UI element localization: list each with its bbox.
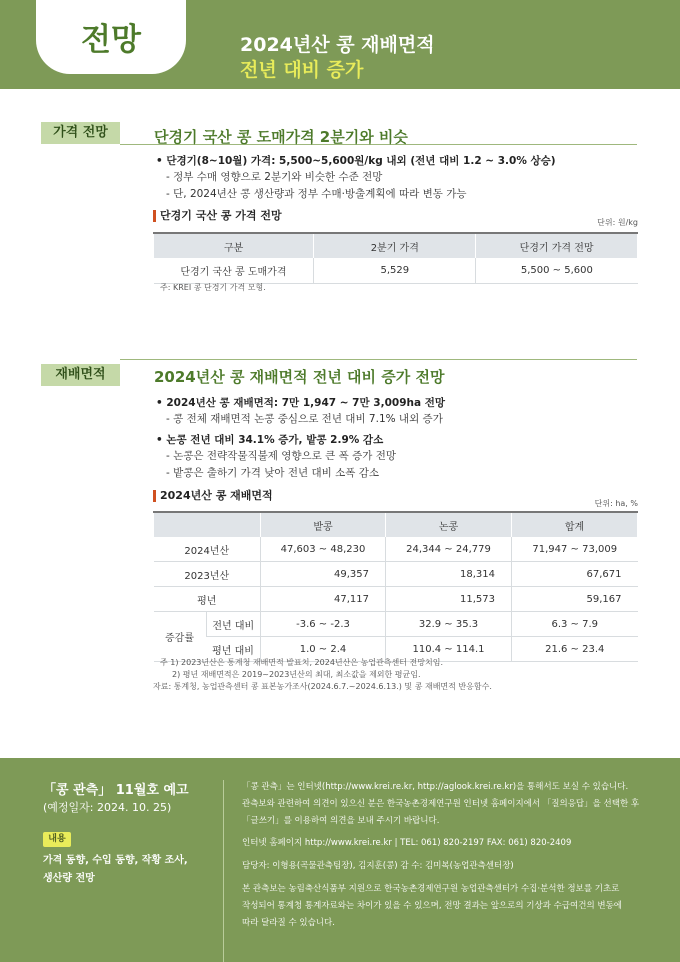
footer [0, 758, 680, 962]
footer-text-line: 작성되어 통계청 통계자료와는 차이가 있을 수 있으며, 전망 결과는 앞으로의 기상과 수급여건의 변동에 [242, 901, 622, 911]
section-divider [120, 359, 637, 360]
area-table-unit: 단위: ha, % [594, 499, 638, 508]
footer-text-line: 담당자: 이형용(곡물관측팀장), 김지훈(콩) 감 수: 김미복(농업관측센터장) [242, 861, 514, 871]
area-bullet-2: • 논콩 전년 대비 34.1% 증가, 밭콩 2.9% 감소 [156, 434, 384, 446]
table-header-row [154, 512, 638, 537]
area-note-2: 2) 평년 재배면적은 2019~2023년산의 최대, 최소값을 제외한 평균임. [172, 670, 421, 679]
row-label: 평년 [154, 587, 261, 612]
table-row [154, 587, 638, 612]
footer-text-line: 본 관측보는 농림축산식품부 지원으로 한국농촌경제연구원 농업관측센터가 수집·분석한 정보를 기초로 [242, 884, 620, 894]
footer-text-line: 관측보와 관련하여 의견이 있으신 분은 한국농촌경제연구원 인터넷 홈페이지에서 「질의응답」을 선택한 후 [242, 799, 640, 809]
area-sub-2a: - 논콩은 전략작물직불제 영향으로 큰 폭 증가 전망 [166, 450, 397, 462]
price-section-title: 단경기 국산 콩 도매가격 2분기와 비슷 [154, 128, 408, 146]
area-table-title: 2024년산 콩 재배면적 [153, 490, 273, 502]
area-section-tag: 재배면적 [41, 364, 120, 386]
price-table [153, 232, 638, 284]
badge-label: 전망 [81, 22, 141, 58]
area-note-1: 주 1) 2023년산은 통계청 재배면적 발표치, 2024년산은 농업관측센터 전망치임. [160, 658, 444, 667]
table-row [154, 612, 638, 637]
next-issue-title: 「콩 관측」 11월호 예고 [43, 783, 189, 798]
page-subtitle: 전년 대비 증가 [240, 59, 364, 81]
row-label: 평년 대비 [206, 637, 261, 662]
table-cell: 71,947 ~ 73,009 [512, 537, 638, 562]
next-issue-date: (예정일자: 2024. 10. 25) [43, 801, 172, 814]
table-cell: 110.4 ~ 114.1 [386, 637, 512, 662]
table-cell: 18,314 [386, 562, 512, 587]
page-header [0, 0, 680, 89]
table-cell: -3.6 ~ -2.3 [261, 612, 386, 637]
table-header-cell: 밭콩 [261, 512, 386, 537]
table-cell: 59,167 [512, 587, 638, 612]
table-cell: 1.0 ~ 2.4 [261, 637, 386, 662]
table-cell: 5,529 [314, 258, 476, 284]
table-row [154, 562, 638, 587]
table-header-cell: 합계 [512, 512, 638, 537]
price-sub-2: - 단, 2024년산 콩 생산량과 정부 수매·방출계획에 따라 변동 가능 [166, 188, 467, 200]
table-header-cell: 단경기 가격 전망 [476, 233, 638, 258]
table-cell: 47,603 ~ 48,230 [261, 537, 386, 562]
area-sub-1: - 콩 전체 재배면적 논콩 중심으로 전년 대비 7.1% 내외 증가 [166, 413, 443, 425]
table-header-cell: 구분 [154, 233, 314, 258]
row-label: 전년 대비 [206, 612, 261, 637]
area-source: 자료: 통계청, 농업관측센터 콩 표본농가조사(2024.6.7.~2024.6.13.) 및 콩 재배면적 반응함수. [153, 682, 492, 691]
table-cell: 49,357 [261, 562, 386, 587]
contents-tag: 내용 [43, 832, 71, 847]
area-table [153, 511, 638, 662]
price-table-unit: 단위: 원/kg [597, 218, 638, 227]
table-cell: 단경기 국산 콩 도매가격 [154, 258, 314, 284]
page-title: 2024년산 콩 재배면적 [240, 34, 435, 56]
outlook-badge [36, 0, 186, 74]
table-header-cell: 2분기 가격 [314, 233, 476, 258]
price-table-note: 주: KREI 콩 단경기 가격 모형. [160, 283, 266, 292]
table-row [154, 258, 638, 284]
footer-text-line: 「콩 관측」는 인터넷(http://www.krei.re.kr, http://aglook.krei.re.kr)을 통해서도 보실 수 있습니다. [242, 782, 629, 792]
table-cell: 6.3 ~ 7.9 [512, 612, 638, 637]
price-sub-1: - 정부 수매 영향으로 2분기와 비슷한 수준 전망 [166, 171, 383, 183]
table-row [154, 537, 638, 562]
table-header-cell [154, 512, 261, 537]
contents-line-1: 가격 동향, 수입 동향, 작황 조사, [43, 855, 188, 866]
price-table-title: 단경기 국산 콩 가격 전망 [153, 210, 282, 222]
table-cell: 21.6 ~ 23.4 [512, 637, 638, 662]
table-cell: 47,117 [261, 587, 386, 612]
table-cell: 24,344 ~ 24,779 [386, 537, 512, 562]
price-section-tag: 가격 전망 [41, 122, 120, 144]
area-bullet-1: • 2024년산 콩 재배면적: 7만 1,947 ~ 7만 3,009ha 전망 [156, 397, 446, 409]
table-cell: 11,573 [386, 587, 512, 612]
footer-divider [223, 780, 224, 962]
table-cell: 67,671 [512, 562, 638, 587]
change-rate-label: 증감률 [154, 612, 207, 662]
row-label: 2023년산 [154, 562, 261, 587]
footer-text-line: 따라 달라질 수 있습니다. [242, 918, 335, 928]
table-header-cell: 논콩 [386, 512, 512, 537]
table-cell: 32.9 ~ 35.3 [386, 612, 512, 637]
table-header-row [154, 233, 638, 258]
footer-text-line: 인터넷 홈페이지 http://www.krei.re.kr | TEL: 061) 820-2197 FAX: 061) 820-2409 [242, 838, 572, 848]
contents-line-2: 생산량 전망 [43, 873, 95, 884]
footer-text-line: 「글쓰기」를 이용하여 의견을 보내 주시기 바랍니다. [242, 816, 440, 826]
area-section-title: 2024년산 콩 재배면적 전년 대비 증가 전망 [154, 368, 445, 386]
row-label: 2024년산 [154, 537, 261, 562]
area-sub-2b: - 밭콩은 출하기 가격 낮아 전년 대비 소폭 감소 [166, 467, 380, 479]
table-cell: 5,500 ~ 5,600 [476, 258, 638, 284]
price-bullet: • 단경기(8~10월) 가격: 5,500~5,600원/kg 내외 (전년 대비 1.2 ~ 3.0% 상승) [156, 155, 556, 167]
